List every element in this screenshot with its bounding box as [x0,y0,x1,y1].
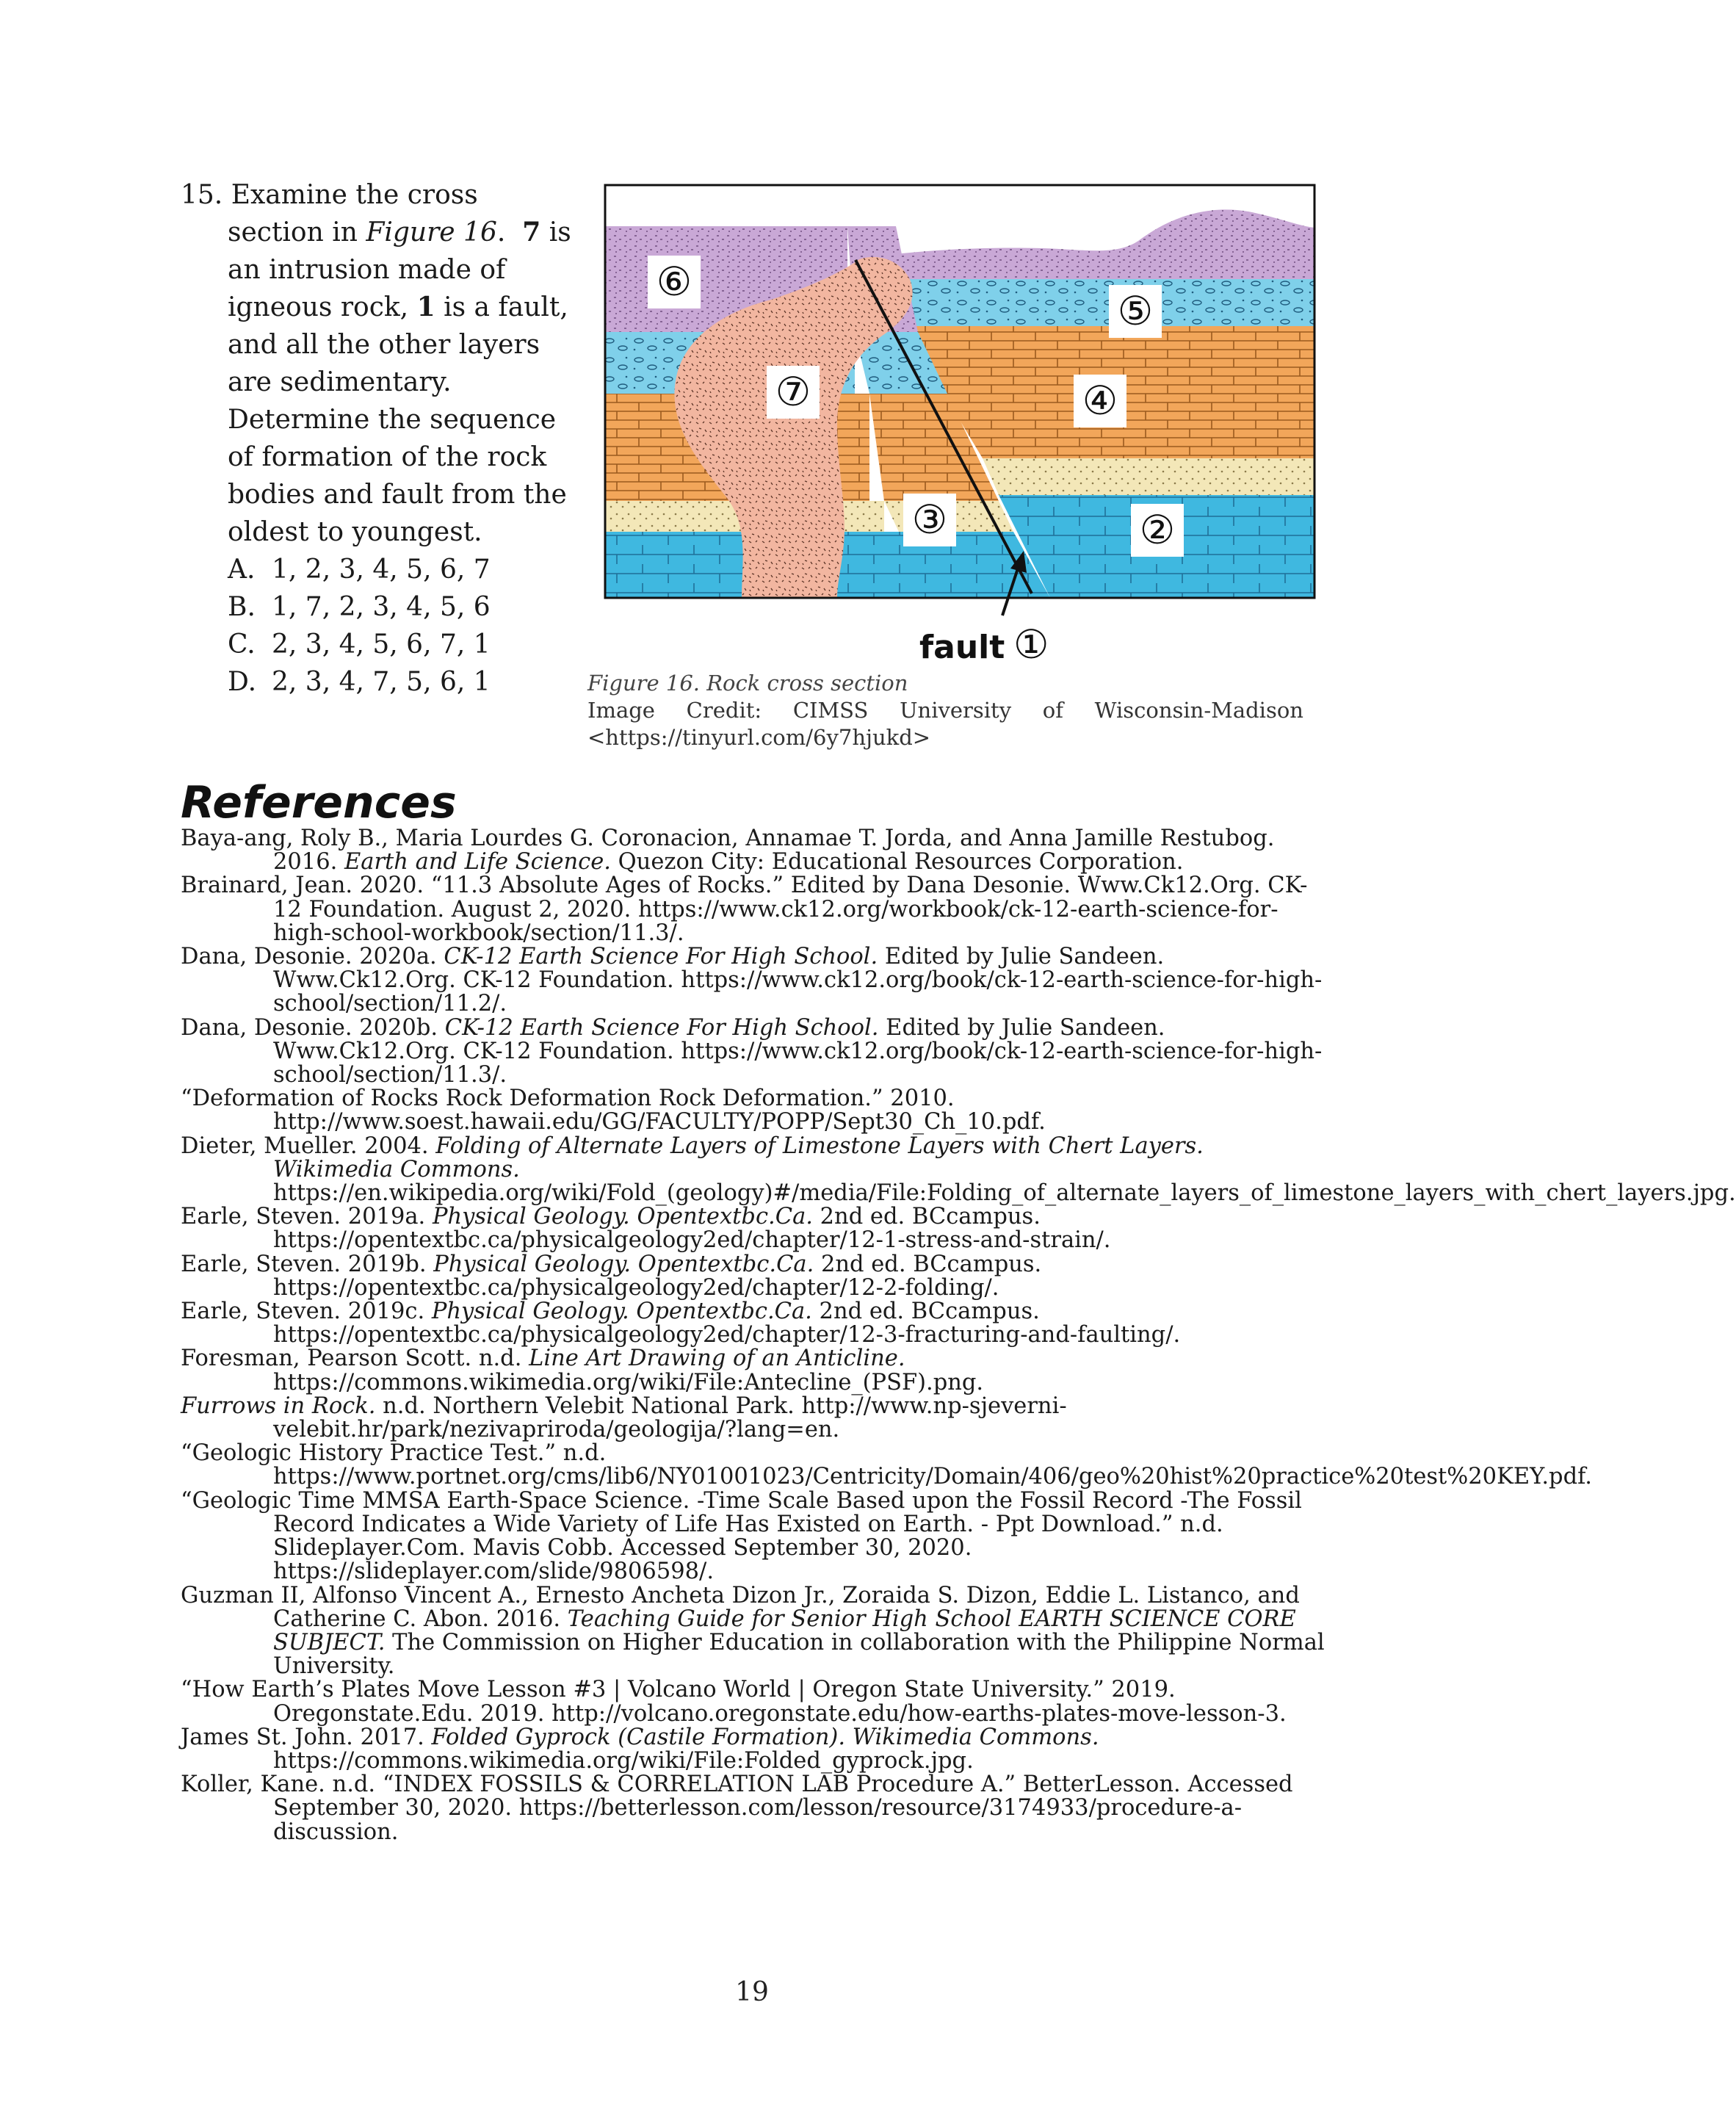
reference-item: “Geologic Time MMSA Earth-Space Science. -Time Scale Based upon the Fossil Record -The Fossil Record Indicates a Wide Variety of Life Has Existed on Earth. - Ppt Download.” n.d. Slideplayer.Com. Mavis Cobb. Accessed September 30, 2020. https://slideplayer.com/slide/9806598/. [181,1487,1302,1585]
reference-item: Earle, Steven. 2019a. Physical Geology. Opentextbc.Ca. 2nd ed. BCcampus. https://opentextbc.ca/physicalgeology2ed/chapter/12-1-stress-and-strain/. [181,1204,1111,1254]
question-line: 15. Examine the cross [181,180,478,210]
choice-text: 2, 3, 4, 5, 6, 7, 1 [272,629,491,660]
question-line: section in Figure 16. 7 is [228,217,571,248]
choice-text: 1, 7, 2, 3, 4, 5, 6 [272,592,491,622]
reference-item: “How Earth’s Plates Move Lesson #3 | Volcano World | Oregon State University.” 2019. Oregonstate.Edu. 2019. http://volcano.oregonstate.edu/how-earths-plates-move-lesson-3. [181,1677,1287,1727]
question-line: and all the other layers [228,330,540,360]
credit-word: Credit: [686,698,762,723]
reference-item: James St. John. 2017. Folded Gyprock (Castile Formation). Wikimedia Commons. https://commons.wikimedia.org/wiki/File:Folded_gyprock.jpg. [181,1724,1099,1774]
references-list [181,826,1736,1845]
reference-item: Dana, Desonie. 2020a. CK-12 Earth Science For High School. Edited by Julie Sandeen. Www.Ck12.Org. CK-12 Foundation. https://www.ck12.org/book/ck-12-earth-science-for-high-school/section/11.2/. [181,944,1323,1017]
label-5: ⑤ [1117,288,1154,334]
question-line: of formation of the rock [228,442,547,472]
reference-item: Baya-ang, Roly B., Maria Lourdes G. Coronacion, Annamae T. Jorda, and Anna Jamille Restubog. 2016. Earth and Life Science. Quezon City: Educational Resources Corporation. [181,826,1275,875]
reference-item: Dieter, Mueller. 2004. Folding of Alternate Layers of Limestone Layers with Chert Layers. Wikimedia Commons. https://en.wikipedia.org/wiki/Fold_(geology)#/media/File:Folding_of_alternate_layers_of_limestone_layers_with_chert_layers.jpg. [181,1133,1736,1207]
reference-item: Earle, Steven. 2019c. Physical Geology. Opentextbc.Ca. 2nd ed. BCcampus. https://opentextbc.ca/physicalgeology2ed/chapter/12-3-fracturing-and-faulting/. [181,1299,1181,1348]
choice-b [181,588,592,626]
question-line: an intrusion made of [228,255,506,285]
choice-text: 1, 2, 3, 4, 5, 6, 7 [272,555,491,585]
reference-item: Guzman II, Alfonso Vincent A., Ernesto Ancheta Dizon Jr., Zoraida S. Dizon, Eddie L. Listanco, and Catherine C. Abon. 2016. Teaching Guide for Senior High School EARTH SCIENCE CORE SUBJECT. The Commission on Higher Education in collaboration with the Philippine Normal University. [181,1582,1325,1680]
rock-layers [605,209,1314,599]
figure-caption [587,670,1303,751]
fault-label: fault [919,629,1005,666]
choice-d [181,663,592,701]
label-6: ⑥ [656,259,692,305]
credit-word: CIMSS [792,698,869,723]
reference-item: Earle, Steven. 2019b. Physical Geology. Opentextbc.Ca. 2nd ed. BCcampus. https://opentextbc.ca/physicalgeology2ed/chapter/12-2-folding/. [181,1251,1042,1301]
reference-item: “Geologic History Practice Test.” n.d. https://www.portnet.org/cms/lib6/NY01001023/Centricity/Domain/406/geo%20hist%20practice%20test%20KEY.pdf. [181,1440,1592,1490]
question-line: igneous rock, 1 is a fault, [228,292,568,322]
choice-letter: A. [228,555,256,585]
caption-title: Figure 16. Rock cross section [587,671,908,696]
choice-letter: B. [228,592,256,622]
caption-url: <https://tinyurl.com/6y7hjukd> [587,725,931,750]
question-15 [181,176,592,701]
page-number: 19 [735,1977,769,2007]
reference-item: Furrows in Rock. n.d. Northern Velebit National Park. http://www.np-sjeverni-velebit.hr/park/nezivapriroda/geologija/?lang=en. [181,1393,1067,1443]
credit-word: Wisconsin-Madison [1094,698,1303,723]
caption-credit [587,697,1303,724]
conglomerate-layer-right [880,279,1314,326]
sandstone-layer-right [983,458,1314,495]
question-line: are sedimentary. [228,367,452,397]
rock-cross-section-figure [602,182,1322,668]
choice-a [181,551,592,588]
credit-word: of [1042,698,1063,723]
label-7: ⑦ [775,369,811,415]
label-2: ② [1139,507,1176,553]
credit-word: Image [587,698,655,723]
choice-letter: C. [228,629,256,660]
question-line: Determine the sequence [228,405,557,435]
reference-item: Koller, Kane. n.d. “INDEX FOSSILS & CORRELATION LAB Procedure A.” BetterLesson. Accessed September 30, 2020. https://betterlesson.com/lesson/resource/3174933/procedure-a-discussion. [181,1772,1293,1845]
fault-number: ① [1013,621,1049,668]
reference-item: “Deformation of Rocks Rock Deformation Rock Deformation.” 2010. http://www.soest.hawaii.edu/GG/FACULTY/POPP/Sept30_Ch_10.pdf. [181,1086,1046,1135]
choice-letter: D. [228,667,257,697]
choice-c [181,626,592,663]
label-3: ③ [911,496,948,543]
question-line: bodies and fault from the [228,480,567,510]
reference-item: Dana, Desonie. 2020b. CK-12 Earth Science For High School. Edited by Julie Sandeen. Www.Ck12.Org. CK-12 Foundation. https://www.ck12.org/book/ck-12-earth-science-for-high-school/section/11.3/. [181,1014,1323,1088]
cross-section-diagram [602,182,1322,668]
question-line: oldest to youngest. [228,517,482,547]
choice-text: 2, 3, 4, 7, 5, 6, 1 [272,667,491,697]
reference-item: Brainard, Jean. 2020. “11.3 Absolute Ages of Rocks.” Edited by Dana Desonie. Www.Ck12.Org. CK-12 Foundation. August 2, 2020. https://www.ck12.org/workbook/ck-12-earth-science-for-high-school-workbook/section/11.3/. [181,873,1308,946]
references-heading: References [181,777,457,828]
credit-word: University [900,698,1012,723]
reference-item: Foresman, Pearson Scott. n.d. Line Art Drawing of an Anticline. https://commons.wikimedia.org/wiki/File:Antecline_(PSF).png. [181,1346,984,1395]
label-4: ④ [1082,378,1118,424]
